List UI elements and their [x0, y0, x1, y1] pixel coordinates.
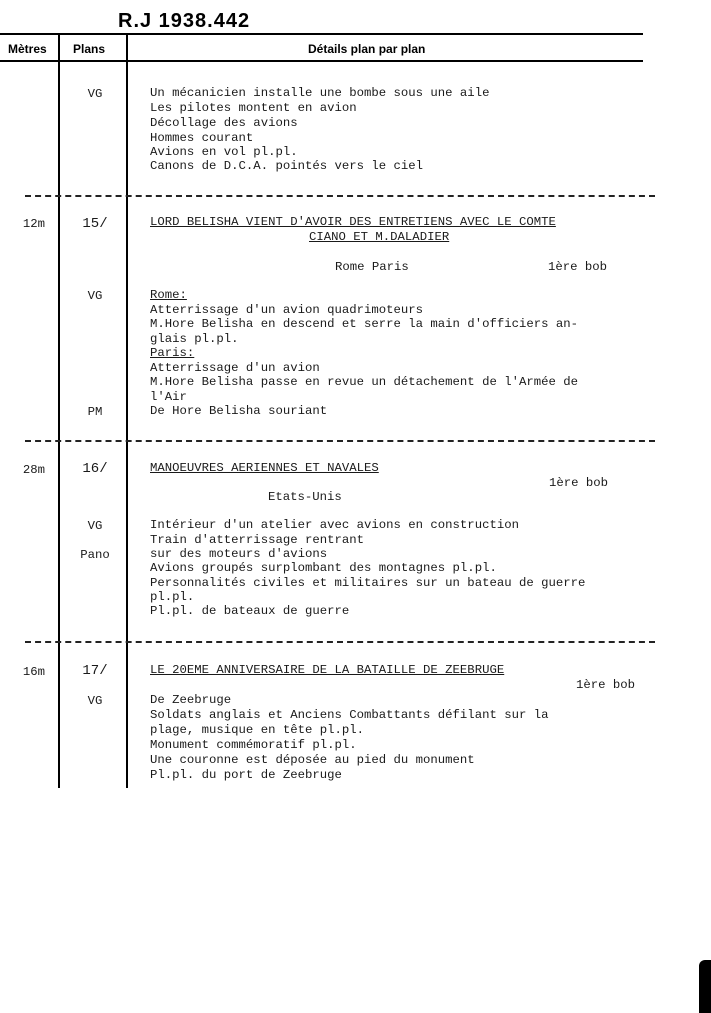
subject-number: 16/ — [82, 461, 108, 477]
header-plans: Plans — [73, 42, 106, 56]
location: Etats-Unis — [268, 490, 342, 504]
header-metres: Mètres — [8, 42, 47, 56]
column-rule-metres — [58, 33, 60, 788]
subject-title: LORD BELISHA VIENT D'AVOIR DES ENTRETIENS AVEC LE COMTE — [150, 215, 556, 229]
detail-line: De Zeebruge — [150, 693, 232, 707]
header-bottom-rule — [0, 60, 643, 62]
reel-label: 1ère bob — [576, 678, 636, 692]
subject-number: 17/ — [82, 663, 108, 679]
row-separator — [25, 195, 655, 197]
detail-line: Monument commémoratif pl.pl. — [150, 738, 357, 752]
header-details: Détails plan par plan — [308, 42, 426, 56]
detail-line: Canons de D.C.A. pointés vers le ciel — [150, 159, 424, 173]
detail-line: Train d'atterrissage rentrant — [150, 533, 365, 547]
plan-code: Pano — [80, 548, 110, 562]
column-rule-plans — [126, 33, 128, 788]
detail-line: glais pl.pl. — [150, 332, 239, 346]
detail-line: M.Hore Belisha en descend et serre la main d'officiers an- — [150, 317, 579, 331]
detail-line: Atterrissage d'un avion — [150, 361, 320, 375]
detail-line: De Hore Belisha souriant — [150, 404, 328, 418]
detail-line: Une couronne est déposée au pied du monument — [150, 753, 475, 767]
row-separator — [25, 440, 655, 442]
subject-title: MANOEUVRES AERIENNES ET NAVALES — [150, 461, 379, 475]
plan-code: PM — [87, 405, 103, 419]
detail-line: Pl.pl. de bateaux de guerre — [150, 604, 350, 618]
detail-line: pl.pl. — [150, 590, 195, 604]
location: Rome Paris — [335, 260, 409, 274]
detail-line: Personnalités civiles et militaires sur un bateau de guerre — [150, 576, 586, 590]
metres-value: 12m — [22, 217, 46, 231]
subject-title: LE 20EME ANNIVERSAIRE DE LA BATAILLE DE ZEEBRUGE — [150, 663, 505, 677]
detail-line: Décollage des avions — [150, 116, 298, 130]
detail-line: Soldats anglais et Anciens Combattants défilant sur la — [150, 708, 549, 722]
subject-title-cont: CIANO ET M.DALADIER — [309, 230, 450, 244]
reel-label: 1ère bob — [549, 476, 609, 490]
scan-edge — [699, 960, 711, 1013]
plan-code: VG — [87, 289, 103, 303]
detail-line: Intérieur d'un atelier avec avions en construction — [150, 518, 519, 532]
metres-value: 28m — [22, 463, 46, 477]
detail-line: Avions en vol pl.pl. — [150, 145, 298, 159]
detail-line: Un mécanicien installe une bombe sous une aile — [150, 86, 490, 100]
detail-line: Les pilotes montent en avion — [150, 101, 357, 115]
detail-line: Pl.pl. du port de Zeebruge — [150, 768, 342, 782]
sub-location-label: Paris: — [150, 346, 195, 360]
metres-value: 16m — [22, 665, 46, 679]
detail-line: M.Hore Belisha passe en revue un détachement de l'Armée de — [150, 375, 579, 389]
header-top-rule — [0, 33, 643, 35]
row-separator — [25, 641, 655, 643]
detail-line: Hommes courant — [150, 131, 254, 145]
document-reference: R.J 1938.442 — [118, 10, 251, 32]
plan-code: VG — [87, 694, 103, 708]
reel-label: 1ère bob — [548, 260, 608, 274]
plan-code: VG — [87, 87, 103, 101]
subject-number: 15/ — [82, 216, 108, 232]
detail-line: plage, musique en tête pl.pl. — [150, 723, 365, 737]
sub-location-label: Rome: — [150, 288, 187, 302]
detail-line: Atterrissage d'un avion quadrimoteurs — [150, 303, 424, 317]
detail-line: sur des moteurs d'avions — [150, 547, 328, 561]
detail-line: l'Air — [150, 390, 187, 404]
plan-code: VG — [87, 519, 103, 533]
detail-line: Avions groupés surplombant des montagnes pl.pl. — [150, 561, 497, 575]
